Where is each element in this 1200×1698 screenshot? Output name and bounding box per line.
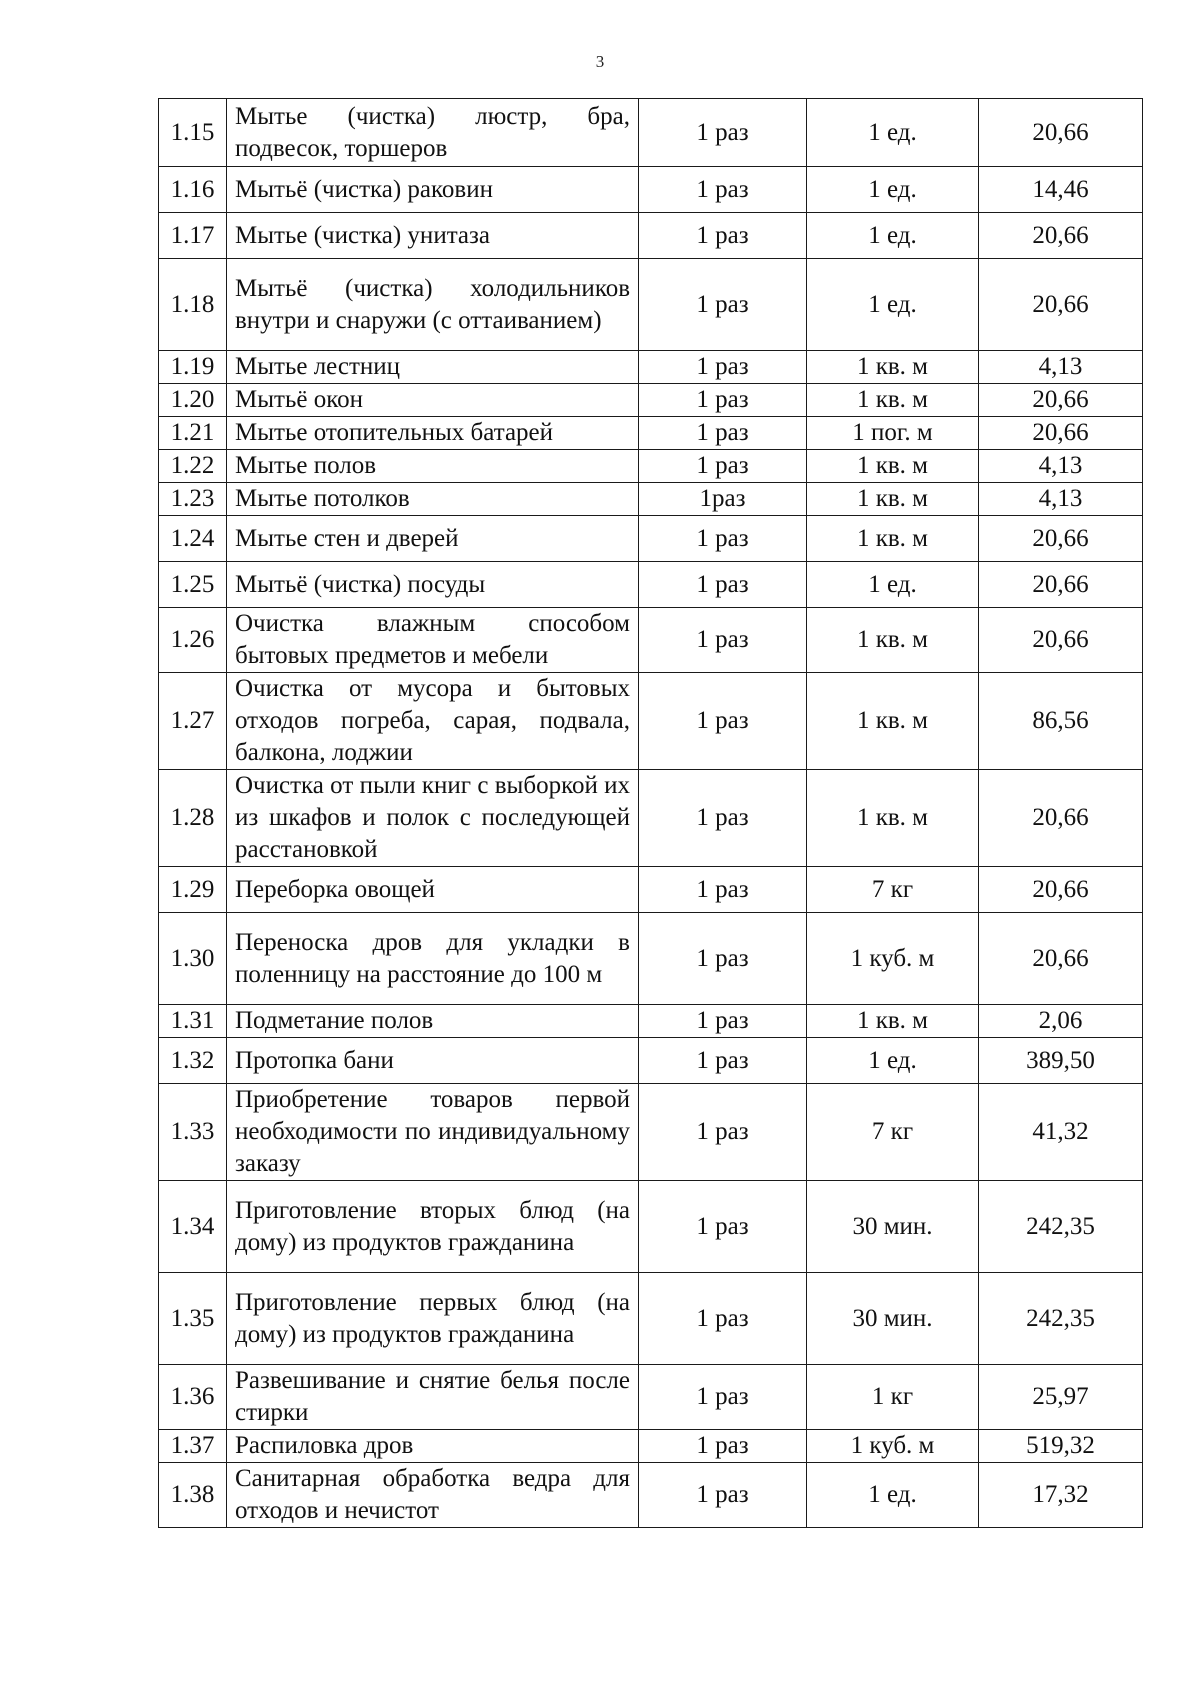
price: 519,32 [979, 1430, 1143, 1463]
service-name: Переноска дров для укладки в поленницу на расстояние до 100 м [227, 913, 639, 1005]
price: 20,66 [979, 417, 1143, 450]
service-name: Мытьё (чистка) холодильников внутри и снаружи (с оттаиванием) [227, 259, 639, 351]
frequency: 1 раз [639, 450, 807, 483]
service-name: Очистка от пыли книг с выборкой их из шкафов и полок с последующей расстановкой [227, 770, 639, 867]
price: 20,66 [979, 562, 1143, 608]
table-row [159, 167, 1143, 213]
table-row [159, 673, 1143, 770]
table-row [159, 417, 1143, 450]
unit-of-measure: 1 кв. м [807, 770, 979, 867]
row-number: 1.35 [159, 1273, 227, 1365]
table-row [159, 1038, 1143, 1084]
price: 389,50 [979, 1038, 1143, 1084]
unit-of-measure: 1 кв. м [807, 483, 979, 516]
tariff-table-body [159, 99, 1143, 1528]
service-name: Подметание полов [227, 1005, 639, 1038]
row-number: 1.28 [159, 770, 227, 867]
frequency: 1 раз [639, 213, 807, 259]
unit-of-measure: 1 ед. [807, 1463, 979, 1528]
row-number: 1.26 [159, 608, 227, 673]
table-row [159, 213, 1143, 259]
row-number: 1.24 [159, 516, 227, 562]
row-number: 1.15 [159, 99, 227, 167]
unit-of-measure: 7 кг [807, 1084, 979, 1181]
service-name: Санитарная обработка ведра для отходов и нечистот [227, 1463, 639, 1528]
unit-of-measure: 1 кв. м [807, 673, 979, 770]
price: 14,46 [979, 167, 1143, 213]
service-name: Мытьё (чистка) раковин [227, 167, 639, 213]
row-number: 1.25 [159, 562, 227, 608]
service-name: Переборка овощей [227, 867, 639, 913]
frequency: 1 раз [639, 867, 807, 913]
frequency: 1 раз [639, 1084, 807, 1181]
service-name: Приготовление первых блюд (на дому) из продуктов гражданина [227, 1273, 639, 1365]
service-name: Мытьё (чистка) посуды [227, 562, 639, 608]
row-number: 1.20 [159, 384, 227, 417]
unit-of-measure: 1 ед. [807, 1038, 979, 1084]
frequency: 1 раз [639, 259, 807, 351]
price: 20,66 [979, 770, 1143, 867]
table-row [159, 1430, 1143, 1463]
frequency: 1 раз [639, 673, 807, 770]
unit-of-measure: 30 мин. [807, 1273, 979, 1365]
unit-of-measure: 1 кв. м [807, 608, 979, 673]
price: 20,66 [979, 384, 1143, 417]
row-number: 1.37 [159, 1430, 227, 1463]
unit-of-measure: 1 кв. м [807, 1005, 979, 1038]
service-name: Мытье (чистка) унитаза [227, 213, 639, 259]
row-number: 1.32 [159, 1038, 227, 1084]
table-row [159, 562, 1143, 608]
unit-of-measure: 1 куб. м [807, 913, 979, 1005]
table-row [159, 259, 1143, 351]
unit-of-measure: 1 ед. [807, 213, 979, 259]
unit-of-measure: 1 кв. м [807, 516, 979, 562]
service-name: Приготовление вторых блюд (на дому) из продуктов гражданина [227, 1181, 639, 1273]
service-name: Мытье полов [227, 450, 639, 483]
row-number: 1.17 [159, 213, 227, 259]
price: 20,66 [979, 99, 1143, 167]
row-number: 1.31 [159, 1005, 227, 1038]
frequency: 1 раз [639, 351, 807, 384]
unit-of-measure: 1 ед. [807, 259, 979, 351]
frequency: 1 раз [639, 1365, 807, 1430]
price: 25,97 [979, 1365, 1143, 1430]
frequency: 1 раз [639, 1005, 807, 1038]
table-row [159, 483, 1143, 516]
unit-of-measure: 30 мин. [807, 1181, 979, 1273]
frequency: 1 раз [639, 417, 807, 450]
table-row [159, 608, 1143, 673]
price: 17,32 [979, 1463, 1143, 1528]
price: 4,13 [979, 351, 1143, 384]
service-name: Очистка от мусора и бытовых отходов погреба, сарая, подвала, балкона, лоджии [227, 673, 639, 770]
row-number: 1.27 [159, 673, 227, 770]
row-number: 1.34 [159, 1181, 227, 1273]
frequency: 1 раз [639, 1430, 807, 1463]
row-number: 1.18 [159, 259, 227, 351]
price: 242,35 [979, 1181, 1143, 1273]
unit-of-measure: 1 пог. м [807, 417, 979, 450]
frequency: 1 раз [639, 1273, 807, 1365]
service-name: Мытье стен и дверей [227, 516, 639, 562]
price: 2,06 [979, 1005, 1143, 1038]
price: 20,66 [979, 867, 1143, 913]
service-name: Протопка бани [227, 1038, 639, 1084]
row-number: 1.38 [159, 1463, 227, 1528]
frequency: 1раз [639, 483, 807, 516]
table-row [159, 867, 1143, 913]
frequency: 1 раз [639, 562, 807, 608]
tariff-table [158, 98, 1143, 1528]
frequency: 1 раз [639, 99, 807, 167]
table-row [159, 516, 1143, 562]
unit-of-measure: 1 кв. м [807, 450, 979, 483]
frequency: 1 раз [639, 913, 807, 1005]
service-name: Мытье (чистка) люстр, бра, подвесок, торшеров [227, 99, 639, 167]
frequency: 1 раз [639, 1463, 807, 1528]
unit-of-measure: 1 куб. м [807, 1430, 979, 1463]
table-row [159, 351, 1143, 384]
frequency: 1 раз [639, 770, 807, 867]
table-row [159, 1463, 1143, 1528]
table-row [159, 99, 1143, 167]
unit-of-measure: 1 кв. м [807, 351, 979, 384]
table-row [159, 450, 1143, 483]
frequency: 1 раз [639, 167, 807, 213]
table-row [159, 384, 1143, 417]
service-name: Мытьё окон [227, 384, 639, 417]
row-number: 1.33 [159, 1084, 227, 1181]
frequency: 1 раз [639, 1038, 807, 1084]
unit-of-measure: 1 ед. [807, 99, 979, 167]
price: 4,13 [979, 450, 1143, 483]
row-number: 1.22 [159, 450, 227, 483]
row-number: 1.36 [159, 1365, 227, 1430]
table-row [159, 1273, 1143, 1365]
unit-of-measure: 1 кв. м [807, 384, 979, 417]
table-row [159, 770, 1143, 867]
price: 20,66 [979, 913, 1143, 1005]
table-row [159, 913, 1143, 1005]
frequency: 1 раз [639, 384, 807, 417]
row-number: 1.23 [159, 483, 227, 516]
price: 86,56 [979, 673, 1143, 770]
frequency: 1 раз [639, 608, 807, 673]
service-name: Мытье лестниц [227, 351, 639, 384]
row-number: 1.19 [159, 351, 227, 384]
frequency: 1 раз [639, 1181, 807, 1273]
row-number: 1.16 [159, 167, 227, 213]
unit-of-measure: 1 кг [807, 1365, 979, 1430]
unit-of-measure: 1 ед. [807, 562, 979, 608]
price: 20,66 [979, 516, 1143, 562]
row-number: 1.21 [159, 417, 227, 450]
page-number: 3 [595, 52, 605, 71]
table-row [159, 1181, 1143, 1273]
row-number: 1.29 [159, 867, 227, 913]
service-name: Распиловка дров [227, 1430, 639, 1463]
service-name: Мытье потолков [227, 483, 639, 516]
price: 20,66 [979, 213, 1143, 259]
price: 20,66 [979, 259, 1143, 351]
table-row [159, 1005, 1143, 1038]
service-name: Мытье отопительных батарей [227, 417, 639, 450]
frequency: 1 раз [639, 516, 807, 562]
price: 20,66 [979, 608, 1143, 673]
table-row [159, 1365, 1143, 1430]
price: 4,13 [979, 483, 1143, 516]
unit-of-measure: 1 ед. [807, 167, 979, 213]
price: 242,35 [979, 1273, 1143, 1365]
price: 41,32 [979, 1084, 1143, 1181]
service-name: Приобретение товаров первой необходимости по индивидуальному заказу [227, 1084, 639, 1181]
table-row [159, 1084, 1143, 1181]
row-number: 1.30 [159, 913, 227, 1005]
service-name: Очистка влажным способом бытовых предметов и мебели [227, 608, 639, 673]
unit-of-measure: 7 кг [807, 867, 979, 913]
service-name: Развешивание и снятие белья после стирки [227, 1365, 639, 1430]
